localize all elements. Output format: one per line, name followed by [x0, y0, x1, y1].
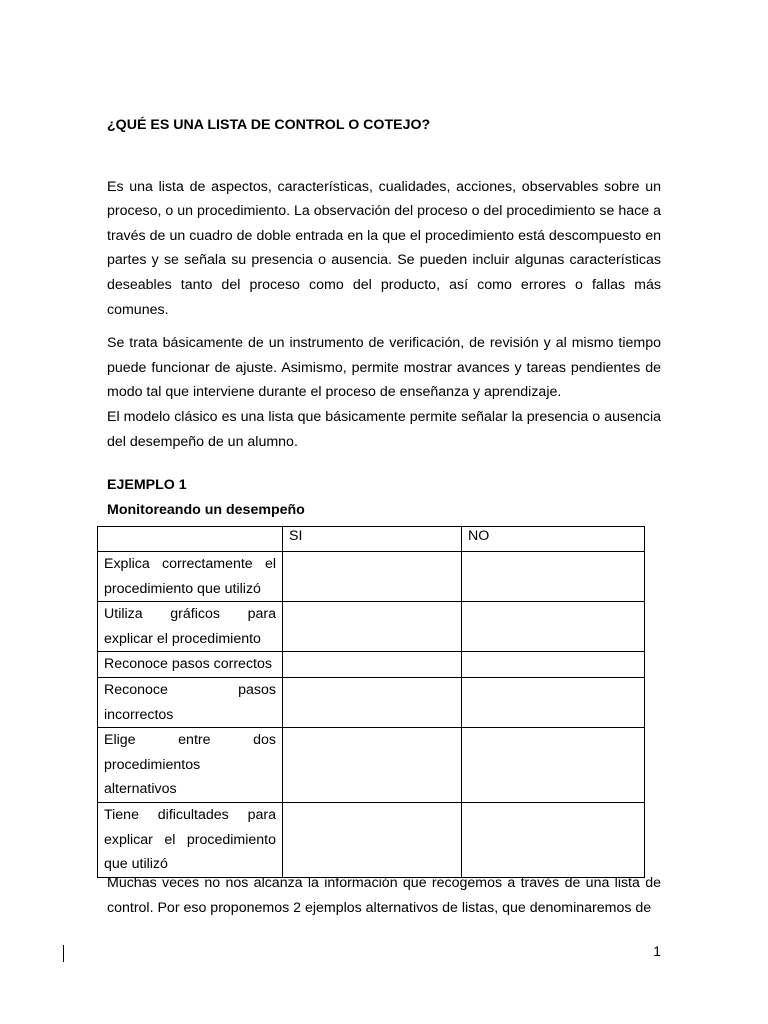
table-header-si: SI [283, 527, 462, 552]
paragraph-classic-model: El modelo clásico es una lista que básicamente permite señalar la presencia o ausencia del desempeño de un alumno. [107, 408, 661, 450]
example-label: EJEMPLO 1 [107, 477, 187, 494]
table-cell-item: Reconoce pasos incorrectos [98, 677, 283, 727]
table-row [98, 602, 645, 652]
table-row [98, 652, 645, 678]
table-cell-no [462, 552, 645, 602]
table-cell-item: Elige entre dos procedimientos alternativos [98, 728, 283, 803]
paragraph-closing: Muchas veces no nos alcanza la información que recogemos a través de una lista de control. Por eso proponemos 2 ejemplos alternativos de listas, que denominaremos de [107, 875, 661, 916]
table-cell-item: Explica correctamente el procedimiento que utilizó [98, 552, 283, 602]
margin-line [63, 945, 64, 962]
table-header-no: NO [462, 527, 645, 552]
table-cell-item: Tiene dificultades para explicar el procedimiento que utilizó [98, 802, 283, 877]
table-cell-no [462, 728, 645, 803]
table-cell-si [283, 728, 462, 803]
table-row [98, 677, 645, 727]
table-cell-item: Reconoce pasos correctos [98, 652, 283, 678]
page-number: 1 [653, 944, 661, 960]
table-cell-si [283, 677, 462, 727]
example-title: Monitoreando un desempeño [107, 501, 305, 518]
table-row [98, 802, 645, 877]
table-cell-no [462, 652, 645, 678]
table-cell-si [283, 802, 462, 877]
table-cell-no [462, 677, 645, 727]
table-cell-item: Utiliza gráficos para explicar el procedimiento [98, 602, 283, 652]
table-cell-si [283, 552, 462, 602]
table-cell-no [462, 602, 645, 652]
paragraph-instrument: Se trata básicamente de un instrumento de verificación, de revisión y al mismo tiempo puede funcionar de ajuste. Asimismo, permite mostrar avances y tareas pendientes de modo tal que interviene durante el proceso de enseñanza y aprendizaje. [107, 335, 661, 401]
paragraph-definition: Es una lista de aspectos, características, cualidades, acciones, observables sobre un proceso, o un procedimiento. La observación del proceso o del procedimiento se hace a través de un cuadro de doble entrada en la que el procedimiento está descompuesto en partes y se señala su presencia o ausencia. Se pueden incluir algunas características deseables tanto del proceso como del producto, así como errores o fallas más comunes. [107, 178, 661, 318]
table-row [98, 552, 645, 602]
table-header-row [98, 527, 645, 552]
table-cell-no [462, 802, 645, 877]
document-heading: ¿QUÉ ES UNA LISTA DE CONTROL O COTEJO? [107, 117, 431, 133]
table-cell-si [283, 602, 462, 652]
table-cell-si [283, 652, 462, 678]
table-header-item [98, 527, 283, 552]
table-row [98, 728, 645, 803]
document-body [107, 113, 661, 522]
checklist-table [97, 526, 645, 878]
